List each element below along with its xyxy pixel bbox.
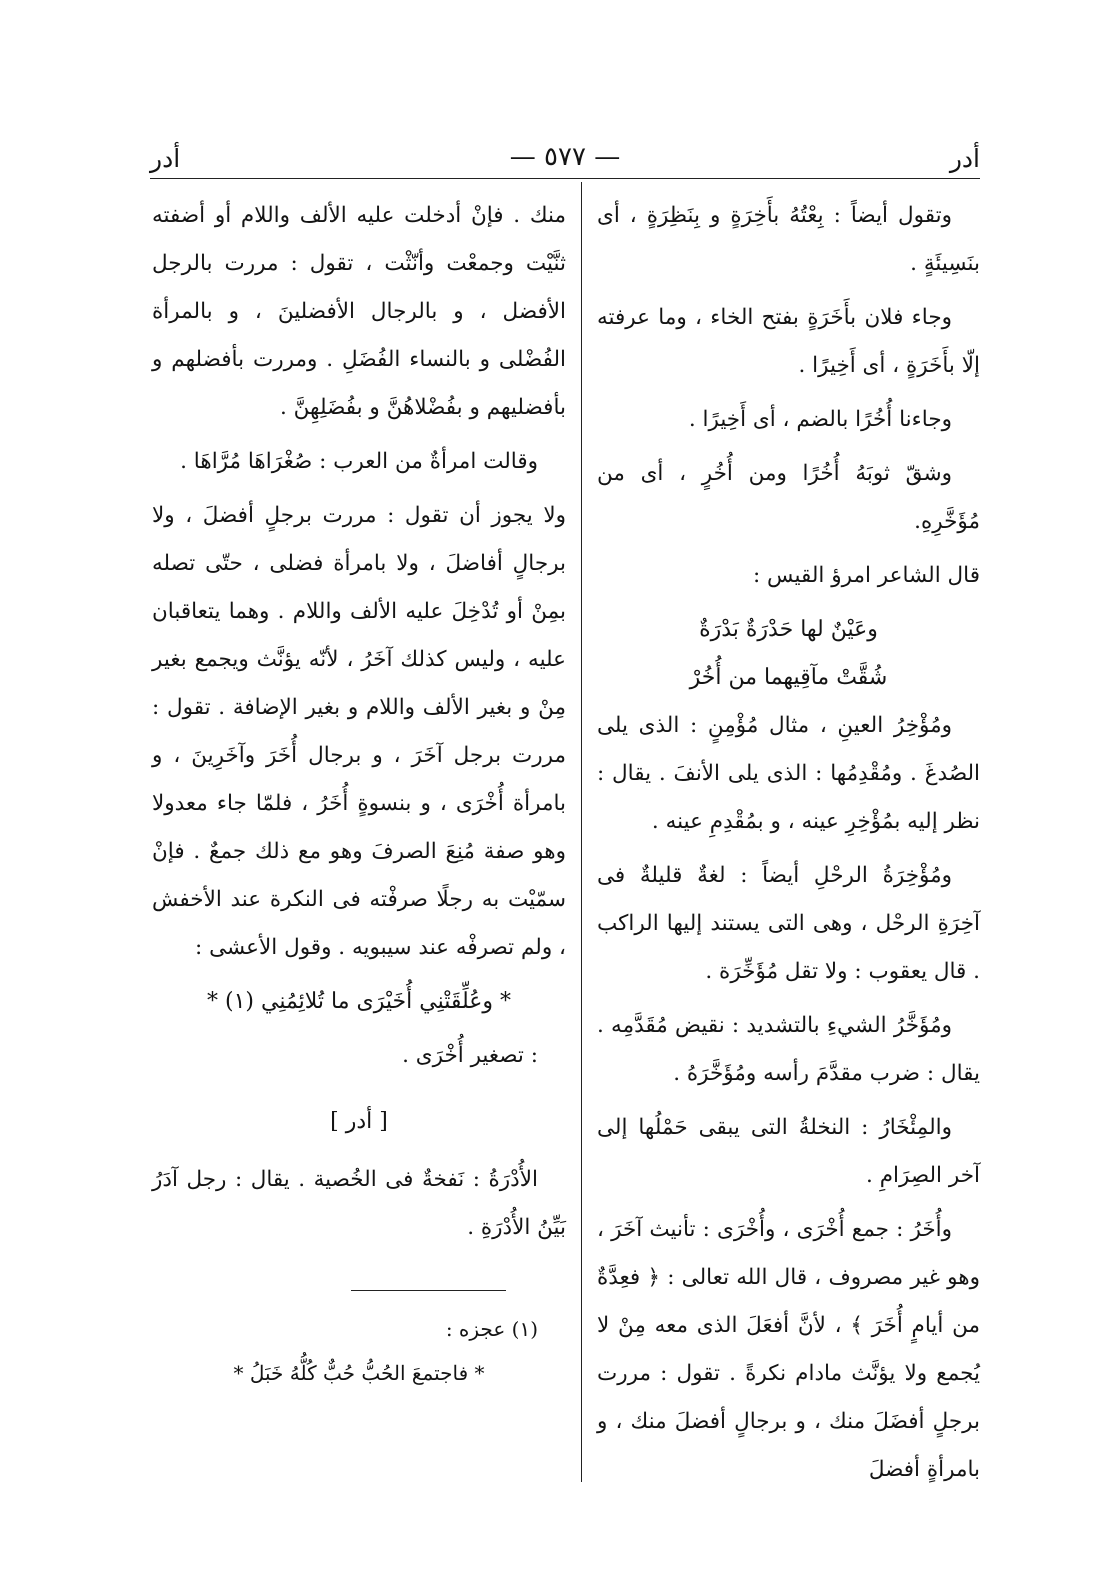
paragraph: قال الشاعر امرؤ القيس :: [752, 563, 980, 588]
paragraph: وقالت امرأةٌ من العرب : صُغْرَاهَا مُرَّاهَا .: [180, 449, 538, 474]
paragraph: ومُؤْخِرَةُ الرحْلِ أيضاً : لغةٌ قليلةٌ فى آخِرَةِ الرحْل ، وهى التى يستند إليها الراكب . قال يعقوب : ولا تقل مُؤَخِّرَة .: [597, 863, 980, 984]
header-rule: [150, 178, 980, 179]
entry-title: [ أدر ]: [330, 1109, 388, 1134]
left-column: [152, 192, 566, 1395]
entry-definition: الأُدْرَةُ : نَفخةٌ فى الخُصية . يقال : رجل آدَرُ بَيِّنُ الأُدْرَةِ .: [152, 1167, 566, 1240]
paragraph: ومُؤْخِرُ العينِ ، مثال مُؤْمِنٍ : الذى يلى الصُدغَ . ومُقْدِمُها : الذى يلى الأنفَ . يقال : نظر إليه بمُؤْخِرِ عينه ، و بمُقْدِمِ عينه .: [597, 713, 980, 834]
column-divider: [581, 182, 582, 1482]
paragraph: منك . فإنْ أدخلت عليه الألف واللام أو أضفته ثنَّيْت وجمعْت وأنّثْت ، تقول : مررت بالرجل الأفضل ، و بالرجال الأفضلينَ ، و بالمرأة الفُضْلى و بالنساء الفُضَلِ . ومررت بأفضلهم و بأفضليهم و بفُضْلاهُنَّ و بفُضَلِهِنَّ .: [152, 203, 566, 420]
paragraph: وأُخَرُ : جمع أُخْرَى ، وأُخْرَى : تأنيث آخَرَ ، وهو غير مصروف ، قال الله تعالى : ﴿ فعِدَّةٌ من أيامٍ أُخَرَ ﴾ ، لأنَّ أفعَلَ الذى معه مِنْ لا يُجمع ولا يؤنَّث مادام نكرةً . تقول : مررت برجلٍ أفضَلَ منك ، و برجالٍ أفضلَ منك ، و بامرأةٍ أفضلَ: [597, 1217, 980, 1482]
header-keyword-left: أدر: [150, 144, 181, 173]
paragraph: ومُؤَخَّرُ الشيءِ بالتشديد : نقيض مُقَدَّمِه . يقال : ضرب مقدَّمَ رأسه ومُؤَخَّرَهُ .: [597, 1013, 980, 1086]
paragraph: وتقول أيضاً : بِعْتُهُ بأَخِرَةٍ و بِنَظِرَةٍ ، أى بنَسِيئَةٍ .: [597, 203, 980, 276]
paragraph: : تصغير أُخْرَى .: [402, 1043, 538, 1068]
page-header: [150, 138, 980, 178]
footnote-rule: [351, 1290, 506, 1291]
verse-line: شُقَّتْ مآقِيهما من أُخُرْ: [689, 665, 888, 690]
paragraph: وجاءنا أُخُرًا بالضم ، أى أَخِيرًا .: [688, 407, 952, 432]
verse: * وعُلِّقَتْنِي أُخَيْرَى ما تُلائِمُنِي (١) *: [207, 989, 511, 1014]
paragraph: والمِئْخَارُ : النخلةُ التى يبقى حَمْلُها إلى آخر الصِرَامِ .: [597, 1115, 980, 1188]
header-keyword-right: أدر: [949, 144, 980, 173]
verse-line: وعَيْنٌ لها حَدْرَةٌ بَدْرَةٌ: [699, 617, 878, 642]
verse: [597, 606, 980, 702]
paragraph: ولا يجوز أن تقول : مررت برجلٍ أفضلَ ، ولا برجالٍ أفاضلَ ، ولا بامرأة فضلى ، حتّى تصله بمِنْ أو تُدْخِلَ عليه الألف واللام . وهما يتعاقبان عليه ، وليس كذلك آخَرُ ، لأنّه يؤنَّث ويجمع بغير مِنْ و بغير الألف واللام و بغير الإضافة . تقول : مررت برجل آخَرَ ، و برجال أُخَرَ وآخَرِينَ ، و بامرأة أُخْرَى ، و بنسوةٍ أُخَرُ ، فلمّا جاء معدولا وهو صفة مُنِعَ الصرفَ وهو مع ذلك جمعٌ . فإنْ سمّيْت به رجلًا صرفْته فى النكرة عند الأخفش ، ولم تصرفْه عند سيبويه . وقول الأعشى :: [152, 503, 566, 960]
footnote-label: (١) عجزه :: [445, 1317, 538, 1341]
right-column: [597, 192, 980, 1500]
footnote-verse: * فاجتمعَ الحُبُّ حُبٌّ كُلُّهُ خَبَلُ *: [233, 1361, 485, 1385]
paragraph: وجاء فلان بأَخَرَةٍ بفتح الخاء ، وما عرفته إلّا بأَخَرَةٍ ، أى أَخِيرًا .: [597, 305, 980, 378]
footnote: [152, 1307, 566, 1395]
paragraph: وشقّ ثوبَهُ أُخُرًا ومن أُخُرٍ ، أى من مُؤَخَّرِهِ.: [597, 461, 980, 534]
page-number: — ٥٧٧ —: [509, 142, 621, 172]
